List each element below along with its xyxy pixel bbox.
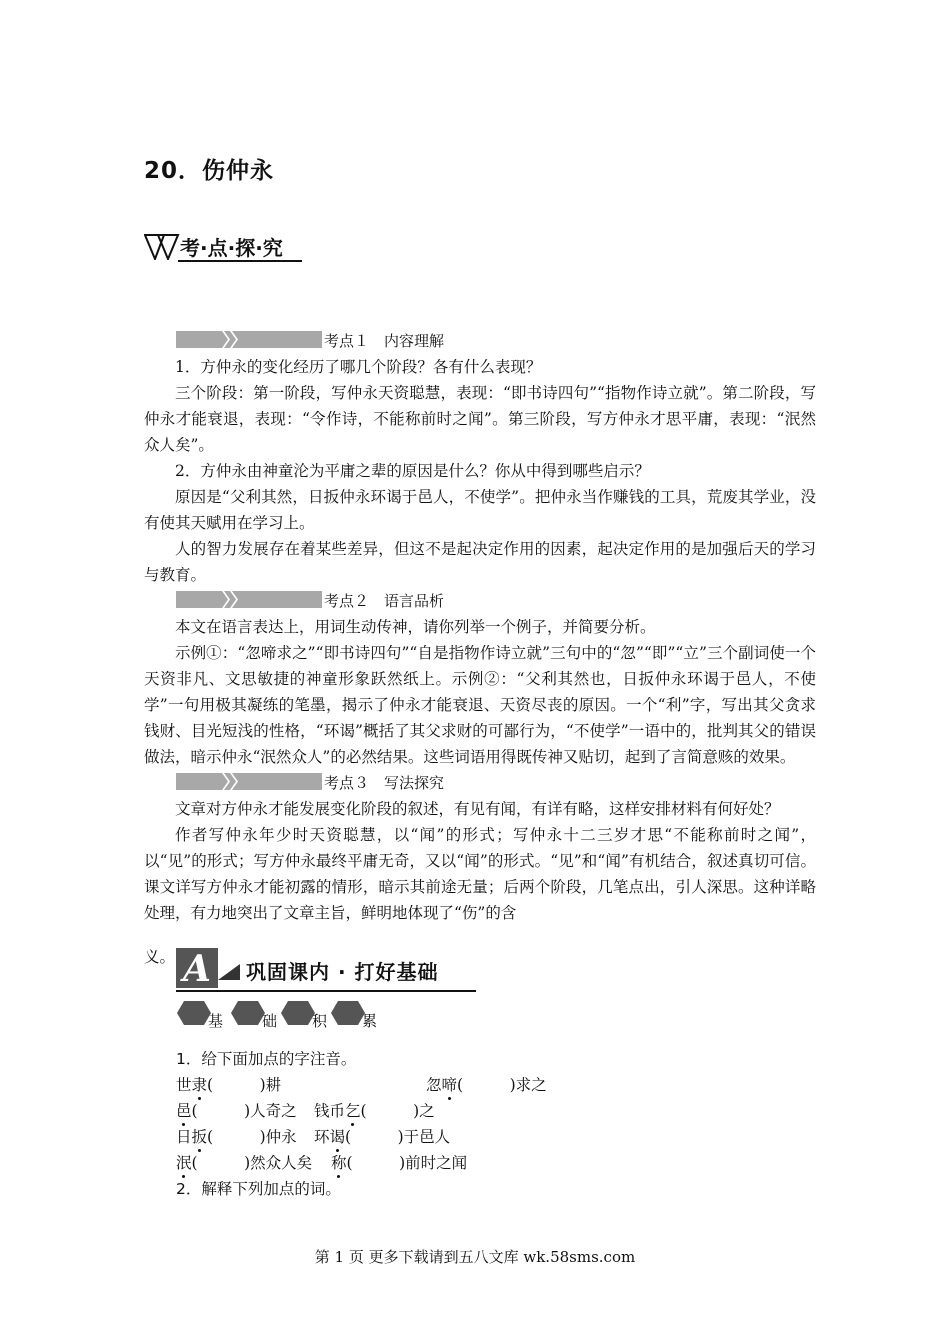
divider <box>178 260 302 262</box>
paragraph: 作者写仲永年少时天资聪慧，以“闻”的形式；写仲永十二三岁才思“不能称前时之闻”，以“见”的形式；写方仲永最终平庸无奇，又以“闻”的形式。“见”和“闻”有机结合，叙述真切可信。课文详写方仲永才能初露的情形，暗示其前途无量；后两个阶段，几笔点出，引人深思。这种详略处理，有力地突出了文章主旨，鲜明地体现了“伤”的含 <box>144 826 816 922</box>
content <box>144 328 816 926</box>
heading-char: 基 <box>208 1012 224 1030</box>
dotted-char: 谒 <box>330 1124 346 1150</box>
arrow-icon <box>222 591 238 608</box>
pinyin-row <box>176 1098 435 1124</box>
item-blank[interactable]: ( )然众人矣 <box>191 1154 313 1172</box>
page-title: 20．伤仲永 <box>144 158 275 184</box>
dotted-char: 泯 <box>176 1150 192 1176</box>
triangle-icon <box>218 964 240 980</box>
a-banner-title: 巩固课内 · 打好基础 <box>246 960 439 984</box>
item-blank[interactable]: ( )前时之闻 <box>346 1154 468 1172</box>
question: 1．方仲永的变化经历了哪几个阶段？各有什么表现？ <box>175 358 542 376</box>
item-blank[interactable]: ( )仲永 <box>207 1128 297 1146</box>
item-blank[interactable]: ( )于邑人 <box>345 1128 451 1146</box>
hexagon-icon <box>176 1000 212 1026</box>
heading-char: 累 <box>362 1012 378 1030</box>
item-prefix: 日 <box>176 1128 192 1146</box>
section-header <box>144 770 816 796</box>
item-prefix: 环 <box>314 1128 330 1146</box>
question: 2．解释下列加点的词。 <box>176 1180 341 1198</box>
hexagon-icon <box>280 1000 316 1026</box>
dotted-char: 扳 <box>192 1124 208 1150</box>
pinyin-item <box>176 1072 281 1098</box>
arrow-icon <box>222 331 238 348</box>
item-blank[interactable]: ( )之 <box>360 1102 435 1120</box>
paragraph: 三个阶段：第一阶段，写仲永天资聪慧，表现：“即书诗四句”“指物作诗立就”。第二阶段，写仲永才能衰退，表现：“令作诗，不能称前时之闻”。第三阶段，写方仲永才思平庸，表现：“泯然众人矣”。 <box>144 384 816 454</box>
section-bar <box>176 331 322 348</box>
question: 本文在语言表达上，用词生动传神，请你列举一个例子，并简要分析。 <box>175 618 656 636</box>
dotted-char: 乞 <box>345 1098 361 1124</box>
triangle-icon <box>144 234 180 260</box>
hexagon-icon <box>330 1000 366 1026</box>
dotted-char: 啼 <box>442 1072 458 1098</box>
pinyin-item <box>314 1098 435 1124</box>
paragraph-tail: 义。 <box>144 948 176 966</box>
item-blank[interactable]: ( )耕 <box>207 1076 282 1094</box>
heading-char: 积 <box>312 1012 328 1030</box>
section-label: 考点３ 写法探究 <box>324 774 445 792</box>
kaodian-banner <box>144 232 304 264</box>
pinyin-row <box>176 1124 451 1150</box>
item-prefix: 忽 <box>426 1076 442 1094</box>
pinyin-item <box>176 1124 297 1150</box>
kaodian-title: 考·点·探·究 <box>180 236 283 260</box>
exercises <box>176 1046 547 1202</box>
paragraph: 人的智力发展存在着某些差异，但这不是起决定作用的因素，起决定作用的是加强后天的学习与教育。 <box>144 540 816 584</box>
dotted-char: 邑 <box>176 1098 192 1124</box>
hexagon-icon <box>230 1000 266 1026</box>
divider <box>176 990 476 992</box>
a-banner <box>176 948 478 994</box>
arrow-icon <box>222 773 238 790</box>
question: 文章对方仲永才能发展变化阶段的叙述，有见有闻，有详有略，这样安排材料有何好处？ <box>175 800 780 818</box>
jichu-jilei-heading <box>176 998 396 1032</box>
pinyin-item <box>426 1072 547 1098</box>
paragraph: 示例①：“忽啼求之”“即书诗四句”“自是指物作诗立就”三句中的“忽”“即”“立”三个副词使一个天资非凡、文思敏捷的神童形象跃然纸上。示例②：“父利其然也，日扳仲永环谒于邑人，不使学”一句用极其凝练的笔墨，揭示了仲永才能衰退、天资尽丧的原因。一个“利”字，写出其父贪求钱财、目光短浅的性格，“环谒”概括了其父求财的可鄙行为，“不使学”一语中的，批判其父的错误做法，暗示仲永“泯然众人”的必然结果。这些词语用得既传神又贴切，起到了言简意赅的效果。 <box>144 644 816 766</box>
question: 2．方仲永由神童沦为平庸之辈的原因是什么？你从中得到哪些启示？ <box>175 462 650 480</box>
pinyin-row <box>176 1072 547 1098</box>
pinyin-item <box>176 1098 297 1124</box>
question: 1．给下面加点的字注音。 <box>176 1050 357 1068</box>
page-footer: 第 1 页 更多下载请到五八文库 wk.58sms.com <box>314 1248 636 1266</box>
item-prefix: 世 <box>176 1076 192 1094</box>
pinyin-row <box>176 1150 468 1176</box>
item-prefix: 钱币 <box>314 1102 346 1120</box>
section-label: 考点１ 内容理解 <box>324 332 445 350</box>
item-blank[interactable]: ( )求之 <box>457 1076 547 1094</box>
pinyin-item <box>314 1124 450 1150</box>
section-header <box>144 328 816 354</box>
heading-char: 础 <box>262 1012 278 1030</box>
section-bar <box>176 773 322 790</box>
section-bar <box>176 591 322 608</box>
pinyin-item <box>176 1150 312 1176</box>
a-letter: A <box>176 948 218 988</box>
dotted-char: 称 <box>331 1150 347 1176</box>
paragraph: 原因是“父利其然，日扳仲永环谒于邑人，不使学”。把仲永当作赚钱的工具，荒废其学业，没有使其天赋用在学习上。 <box>144 488 816 532</box>
pinyin-item <box>331 1150 467 1176</box>
section-header <box>144 588 816 614</box>
dotted-char: 隶 <box>192 1072 208 1098</box>
section-label: 考点２ 语言品析 <box>324 592 445 610</box>
item-blank[interactable]: ( )人奇之 <box>191 1102 297 1120</box>
